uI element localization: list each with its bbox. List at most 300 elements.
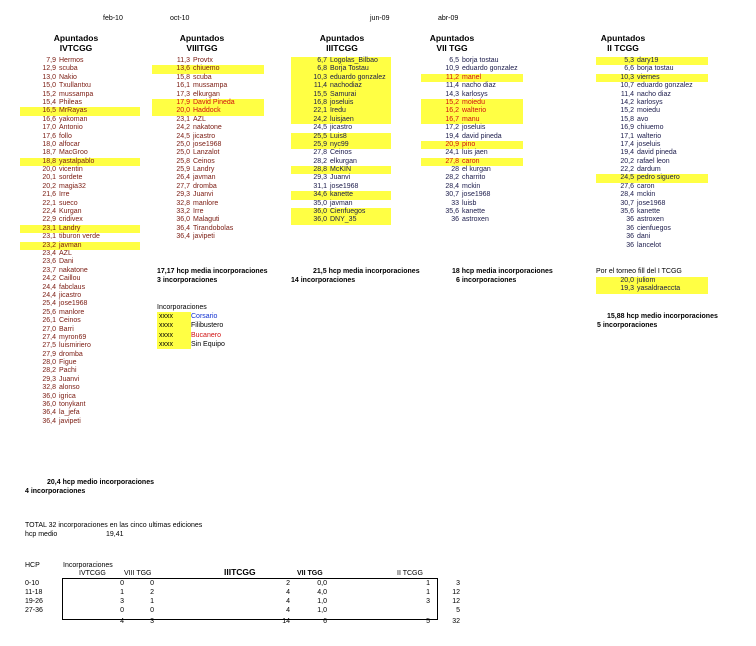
player-handicap: 23,1 xyxy=(176,115,190,123)
player-row xyxy=(596,74,708,82)
header-ivtcgg xyxy=(44,33,108,53)
player-name: fabclaus xyxy=(59,283,86,291)
player-name: david pineda xyxy=(462,132,502,140)
player-name: dromba xyxy=(193,182,217,190)
player-row xyxy=(20,216,140,224)
player-handicap: 17,6 xyxy=(42,132,56,140)
header-viitgg xyxy=(420,33,484,53)
legend-item xyxy=(157,340,225,349)
player-list-viitgg xyxy=(421,57,523,225)
player-handicap: 32,8 xyxy=(176,199,190,207)
player-handicap: 15,2 xyxy=(42,90,56,98)
header-title: Apuntados xyxy=(429,33,475,43)
player-row xyxy=(596,166,708,174)
legend-item xyxy=(157,312,225,321)
player-handicap: 24,5 xyxy=(313,124,327,132)
player-row xyxy=(421,124,523,132)
player-name: jose1968 xyxy=(59,300,88,308)
legend-item xyxy=(157,331,225,340)
player-row xyxy=(596,99,708,107)
player-handicap: 23,1 xyxy=(42,224,56,232)
player-handicap: 30,7 xyxy=(620,199,634,207)
player-handicap: 19,4 xyxy=(445,132,459,140)
player-handicap: 20,2 xyxy=(620,157,634,165)
player-name: moiedu xyxy=(462,98,485,106)
player-handicap: 27,8 xyxy=(445,157,459,165)
player-name: Txullantxu xyxy=(59,82,91,90)
player-row xyxy=(596,107,708,115)
player-row xyxy=(596,285,708,293)
player-handicap: 28,8 xyxy=(313,166,327,174)
player-name: charrito xyxy=(462,174,486,182)
player-handicap: 33 xyxy=(451,199,459,207)
player-name: igrica xyxy=(59,392,76,400)
player-name: DNY_35 xyxy=(330,216,357,224)
player-handicap: 28,2 xyxy=(42,367,56,375)
player-name: la_jefa xyxy=(59,409,80,417)
player-name: Haddock xyxy=(193,107,221,115)
player-row xyxy=(20,359,140,367)
player-name: rafael leon xyxy=(637,157,670,165)
player-row xyxy=(421,133,523,141)
player-handicap: 16,9 xyxy=(620,124,634,132)
hcp-col-header-iiitcgg: IIITCGG xyxy=(224,567,256,577)
player-handicap: 27,9 xyxy=(42,350,56,358)
player-row xyxy=(291,158,391,166)
player-handicap: 22,4 xyxy=(42,208,56,216)
player-name: Ceinos xyxy=(330,149,352,157)
player-name: Luis8 xyxy=(330,132,347,140)
player-handicap: 17,3 xyxy=(176,90,190,98)
player-handicap: 23,2 xyxy=(42,241,56,249)
player-handicap: 15,2 xyxy=(445,98,459,106)
summary-ivtcgg-avg: 20,4 hcp medio incorporaciones xyxy=(47,479,154,486)
player-row xyxy=(596,191,708,199)
player-name: Irre xyxy=(193,208,204,216)
player-row xyxy=(152,74,264,82)
player-handicap: 25,6 xyxy=(42,308,56,316)
date-label-abr-09: abr-09 xyxy=(438,15,459,22)
player-handicap: 26,4 xyxy=(176,174,190,182)
player-handicap: 26,1 xyxy=(42,317,56,325)
hcp-cell: 1 xyxy=(426,580,430,587)
player-name: javman xyxy=(193,174,216,182)
player-handicap: 15,0 xyxy=(42,82,56,90)
player-handicap: 36,4 xyxy=(176,224,190,232)
player-name: David Pineda xyxy=(193,98,235,106)
hcp-cell: 4,0 xyxy=(317,589,327,596)
player-handicap: 23,4 xyxy=(42,249,56,257)
player-row xyxy=(291,200,391,208)
player-name: borja tostau xyxy=(462,57,499,64)
header-title: Apuntados xyxy=(600,33,646,43)
player-handicap: 11,4 xyxy=(620,90,634,98)
player-row xyxy=(291,183,391,191)
player-handicap: 28,0 xyxy=(42,359,56,367)
player-name: Samurai xyxy=(330,90,357,98)
player-row xyxy=(291,82,391,90)
hcp-table-label: HCP xyxy=(25,562,40,569)
player-handicap: 17,0 xyxy=(42,124,56,132)
player-handicap: 36,0 xyxy=(313,208,327,216)
player-row xyxy=(596,225,708,233)
player-name: dary19 xyxy=(637,57,659,64)
hcp-total-cell: 32 xyxy=(452,618,460,625)
player-name: avo xyxy=(637,115,649,123)
player-name: luismiriero xyxy=(59,342,91,350)
player-name: cridivex xyxy=(59,216,83,224)
player-name: viernes xyxy=(637,73,660,81)
player-handicap: 29,3 xyxy=(176,191,190,199)
player-name: jicastro xyxy=(59,291,82,299)
player-handicap: 22,1 xyxy=(313,107,327,115)
player-row xyxy=(421,57,523,65)
player-row xyxy=(596,277,708,285)
hcp-cell: 2 xyxy=(286,580,290,587)
player-name: Logolas_Bilbao xyxy=(330,57,378,64)
player-name: eduardo gonzalez xyxy=(462,65,518,73)
player-row xyxy=(20,292,140,300)
player-name: astroxen xyxy=(637,216,664,224)
player-row xyxy=(421,82,523,90)
player-row xyxy=(421,65,523,73)
player-row xyxy=(152,82,264,90)
summary-iitcgg-count: 5 incorporaciones xyxy=(597,322,658,329)
hcp-cell: 0,0 xyxy=(317,580,327,587)
legend-label: Filibustero xyxy=(191,322,224,330)
player-name: javipeti xyxy=(59,417,81,425)
player-handicap: 25,0 xyxy=(176,140,190,148)
player-handicap: 27,7 xyxy=(176,182,190,190)
player-handicap: 15,2 xyxy=(620,107,634,115)
player-handicap: 29,3 xyxy=(313,174,327,182)
player-name: Tirandobolas xyxy=(193,224,234,232)
hcp-total-cell: 5 xyxy=(426,618,430,625)
hcp-cell: 1,0 xyxy=(317,607,327,614)
player-name: nakatone xyxy=(59,266,88,274)
summary-viiitgg-count: 3 incorporaciones xyxy=(157,277,218,284)
header-viiitgg xyxy=(170,33,234,53)
player-name: nacho diaz xyxy=(637,90,671,98)
player-handicap: 10,3 xyxy=(620,73,634,81)
player-row xyxy=(20,91,140,99)
player-name: Lanzalot xyxy=(193,149,220,157)
player-name: manel xyxy=(462,73,482,81)
player-name: chiuemo xyxy=(637,124,664,132)
player-row xyxy=(596,183,708,191)
player-name: alonso xyxy=(59,384,80,392)
player-name: walterio xyxy=(462,107,487,115)
player-row xyxy=(152,133,264,141)
player-row xyxy=(152,225,264,233)
header-edition: VII TGG xyxy=(436,43,468,53)
player-handicap: 25,9 xyxy=(176,166,190,174)
player-row xyxy=(596,57,708,65)
legend-label: Corsario xyxy=(191,313,218,321)
player-handicap: 36,4 xyxy=(176,233,190,241)
player-name: kanette xyxy=(637,208,660,216)
header-title: Apuntados xyxy=(319,33,365,43)
player-name: AZL xyxy=(193,115,206,123)
player-handicap: 28 xyxy=(451,166,459,174)
player-handicap: 23,6 xyxy=(42,258,56,266)
player-handicap: 10,9 xyxy=(445,65,459,73)
player-row xyxy=(291,107,391,115)
player-handicap: 27,6 xyxy=(620,182,634,190)
summary-iitcgg-avg: 15,88 hcp medio incorporaciones xyxy=(607,313,718,320)
hcp-total-cell: 6 xyxy=(323,618,327,625)
player-handicap: 11,2 xyxy=(445,73,459,81)
hcp-cell: 0 xyxy=(120,607,124,614)
player-name: david pineda xyxy=(637,149,677,157)
legend-item xyxy=(157,321,225,330)
player-handicap: 25,5 xyxy=(313,132,327,140)
total-hcp-value: 19,41 xyxy=(106,531,124,538)
player-handicap: 6,6 xyxy=(624,65,634,73)
player-row xyxy=(20,116,140,124)
player-row xyxy=(20,267,140,275)
header-title: Apuntados xyxy=(53,33,99,43)
total-incorporations: TOTAL 32 incorporaciones en las cinco ultimas ediciones xyxy=(25,522,203,529)
player-handicap: 19,4 xyxy=(620,149,634,157)
player-handicap: 30,7 xyxy=(445,191,459,199)
player-row xyxy=(596,242,708,250)
player-handicap: 21,6 xyxy=(42,191,56,199)
player-name: javman xyxy=(59,241,82,249)
date-label-feb-10: feb-10 xyxy=(103,15,123,22)
player-row xyxy=(152,158,264,166)
player-handicap: 25,0 xyxy=(176,149,190,157)
player-row xyxy=(20,183,140,191)
player-name: Juanvi xyxy=(59,375,80,383)
player-name: karlosys xyxy=(462,90,488,98)
player-handicap: 16,5 xyxy=(42,107,56,115)
player-name: sueco xyxy=(59,199,78,207)
player-handicap: 36,0 xyxy=(42,392,56,400)
player-row xyxy=(596,124,708,132)
player-row xyxy=(596,158,708,166)
player-handicap: 15,5 xyxy=(313,90,327,98)
player-row xyxy=(20,225,140,233)
player-row xyxy=(20,284,140,292)
legend-items xyxy=(157,312,225,349)
player-handicap: 11,3 xyxy=(176,57,190,64)
player-row xyxy=(20,208,140,216)
player-handicap: 20,1 xyxy=(42,174,56,182)
player-row xyxy=(20,258,140,266)
player-handicap: 22,9 xyxy=(42,216,56,224)
hcp-cell: 1,0 xyxy=(317,598,327,605)
player-row xyxy=(20,166,140,174)
player-handicap: 32,8 xyxy=(42,384,56,392)
player-name: Borja Tostau xyxy=(330,65,369,73)
player-row xyxy=(596,216,708,224)
player-name: jose1968 xyxy=(462,191,491,199)
player-handicap: 35,0 xyxy=(313,199,327,207)
player-row xyxy=(421,141,523,149)
hcp-cell: 1 xyxy=(150,598,154,605)
player-name: caron xyxy=(637,182,655,190)
player-handicap: 18,7 xyxy=(42,149,56,157)
hcp-cell: 4 xyxy=(286,607,290,614)
player-name: nacho diaz xyxy=(462,82,496,90)
player-row xyxy=(421,158,523,166)
player-row xyxy=(421,191,523,199)
player-handicap: 33,2 xyxy=(176,208,190,216)
player-name: Caillou xyxy=(59,275,81,283)
player-handicap: 14,2 xyxy=(620,98,634,106)
player-row xyxy=(152,174,264,182)
hcp-cell: 12 xyxy=(452,598,460,605)
player-handicap: 19,3 xyxy=(620,285,634,293)
player-list-iitcgg xyxy=(596,57,708,250)
summary-viiitgg-avg: 17,17 hcp media incorporaciones xyxy=(157,268,268,275)
player-row xyxy=(421,99,523,107)
player-name: Phileas xyxy=(59,98,82,106)
player-handicap: 36 xyxy=(626,216,634,224)
player-name: Hermos xyxy=(59,57,84,64)
player-row xyxy=(596,208,708,216)
player-handicap: 25,9 xyxy=(313,140,327,148)
legend xyxy=(157,303,225,349)
player-handicap: 24,4 xyxy=(42,291,56,299)
player-row xyxy=(20,141,140,149)
player-row xyxy=(20,99,140,107)
player-handicap: 24,2 xyxy=(42,275,56,283)
player-name: dromba xyxy=(59,350,83,358)
hcp-cell: 1 xyxy=(120,589,124,596)
hcp-total-cell: 3 xyxy=(150,618,154,625)
player-name: Nakio xyxy=(59,73,77,81)
player-name: dardum xyxy=(637,166,661,174)
player-handicap: 36,0 xyxy=(42,401,56,409)
hcp-col-header-viitgg: VII TGG xyxy=(297,570,323,577)
player-name: scuba xyxy=(193,73,212,81)
player-handicap: 28,2 xyxy=(445,174,459,182)
player-name: chiuemo xyxy=(193,65,220,73)
hcp-range-label: 11-18 xyxy=(25,589,43,596)
fill-tournament-label: Por el torneo fill del I TCGG xyxy=(596,268,682,275)
hcp-cell: 3 xyxy=(120,598,124,605)
player-row xyxy=(291,65,391,73)
player-name: kanette xyxy=(330,191,353,199)
hcp-col-header-viiitgg: VIII TGG xyxy=(124,570,152,577)
player-row xyxy=(152,149,264,157)
player-row xyxy=(152,65,264,73)
hcp-cell: 2 xyxy=(150,589,154,596)
legend-swatch: xxxx xyxy=(157,340,191,349)
hcp-cell: 1 xyxy=(426,589,430,596)
player-name: tiburon verde xyxy=(59,233,100,241)
player-name: mckin xyxy=(637,191,656,199)
player-row xyxy=(20,74,140,82)
player-name: borja tostau xyxy=(637,65,674,73)
player-row xyxy=(421,74,523,82)
player-name: vicentin xyxy=(59,166,83,174)
player-handicap: 31,1 xyxy=(313,182,327,190)
player-name: mussampa xyxy=(59,90,94,98)
player-name: Pachi xyxy=(59,367,77,375)
player-handicap: 36,4 xyxy=(42,417,56,425)
player-handicap: 15,8 xyxy=(176,73,190,81)
player-row xyxy=(291,141,391,149)
player-row xyxy=(152,216,264,224)
player-name: karlosys xyxy=(637,98,663,106)
player-name: yakoman xyxy=(59,115,88,123)
player-list-iiitcgg xyxy=(291,57,391,225)
player-row xyxy=(421,91,523,99)
player-row xyxy=(20,317,140,325)
header-title: Apuntados xyxy=(179,33,225,43)
player-name: Cienfuegos xyxy=(330,208,366,216)
player-name: Landry xyxy=(193,166,215,174)
player-row xyxy=(152,124,264,132)
player-row xyxy=(20,65,140,73)
player-handicap: 5,3 xyxy=(624,57,634,64)
player-name: joseluis xyxy=(330,98,354,106)
player-row xyxy=(291,216,391,224)
player-handicap: 24,2 xyxy=(313,115,327,123)
player-handicap: 6,5 xyxy=(449,57,459,64)
player-name: sordete xyxy=(59,174,83,182)
player-handicap: 28,4 xyxy=(620,191,634,199)
player-row xyxy=(421,183,523,191)
player-name: joseluis xyxy=(462,124,486,132)
player-name: luis jaen xyxy=(462,149,488,157)
header-edition: IVTCGG xyxy=(59,43,93,53)
player-handicap: 16,8 xyxy=(313,98,327,106)
player-name: Landry xyxy=(59,224,81,232)
hcp-total-cell: 4 xyxy=(120,618,124,625)
hcp-cell: 4 xyxy=(286,598,290,605)
hcp-total-cell: 14 xyxy=(282,618,290,625)
player-handicap: 22,1 xyxy=(42,199,56,207)
player-row xyxy=(596,141,708,149)
player-name: caron xyxy=(462,157,480,165)
player-name: jicastro xyxy=(193,132,216,140)
player-name: moiedu xyxy=(637,107,660,115)
legend-title: Incorporaciones xyxy=(157,304,207,311)
player-row xyxy=(291,208,391,216)
player-row xyxy=(20,351,140,359)
player-row xyxy=(20,233,140,241)
legend-swatch: xxxx xyxy=(157,331,191,340)
player-name: manlore xyxy=(59,308,85,316)
player-handicap: 13,6 xyxy=(176,65,190,73)
summary-ivtcgg-count: 4 incorporaciones xyxy=(25,488,86,495)
summary-viitgg-avg: 18 hcp media incorporaciones xyxy=(452,268,553,275)
player-handicap: 36,4 xyxy=(42,409,56,417)
hcp-range-label: 0-10 xyxy=(25,580,40,587)
player-name: MacGroo xyxy=(59,149,88,157)
player-name: pedro siguero xyxy=(637,174,680,182)
player-row xyxy=(152,183,264,191)
player-name: walterio xyxy=(637,132,662,140)
player-row xyxy=(20,367,140,375)
player-handicap: 29,3 xyxy=(42,375,56,383)
player-row xyxy=(291,57,391,65)
player-name: McKIN xyxy=(330,166,351,174)
player-handicap: 27,4 xyxy=(42,333,56,341)
player-name: lancelot xyxy=(637,241,662,249)
player-row xyxy=(421,208,523,216)
player-row xyxy=(20,200,140,208)
player-row xyxy=(20,334,140,342)
player-name: Malaguti xyxy=(193,216,220,224)
player-row xyxy=(596,91,708,99)
hcp-cell: 0 xyxy=(150,580,154,587)
player-row xyxy=(291,74,391,82)
